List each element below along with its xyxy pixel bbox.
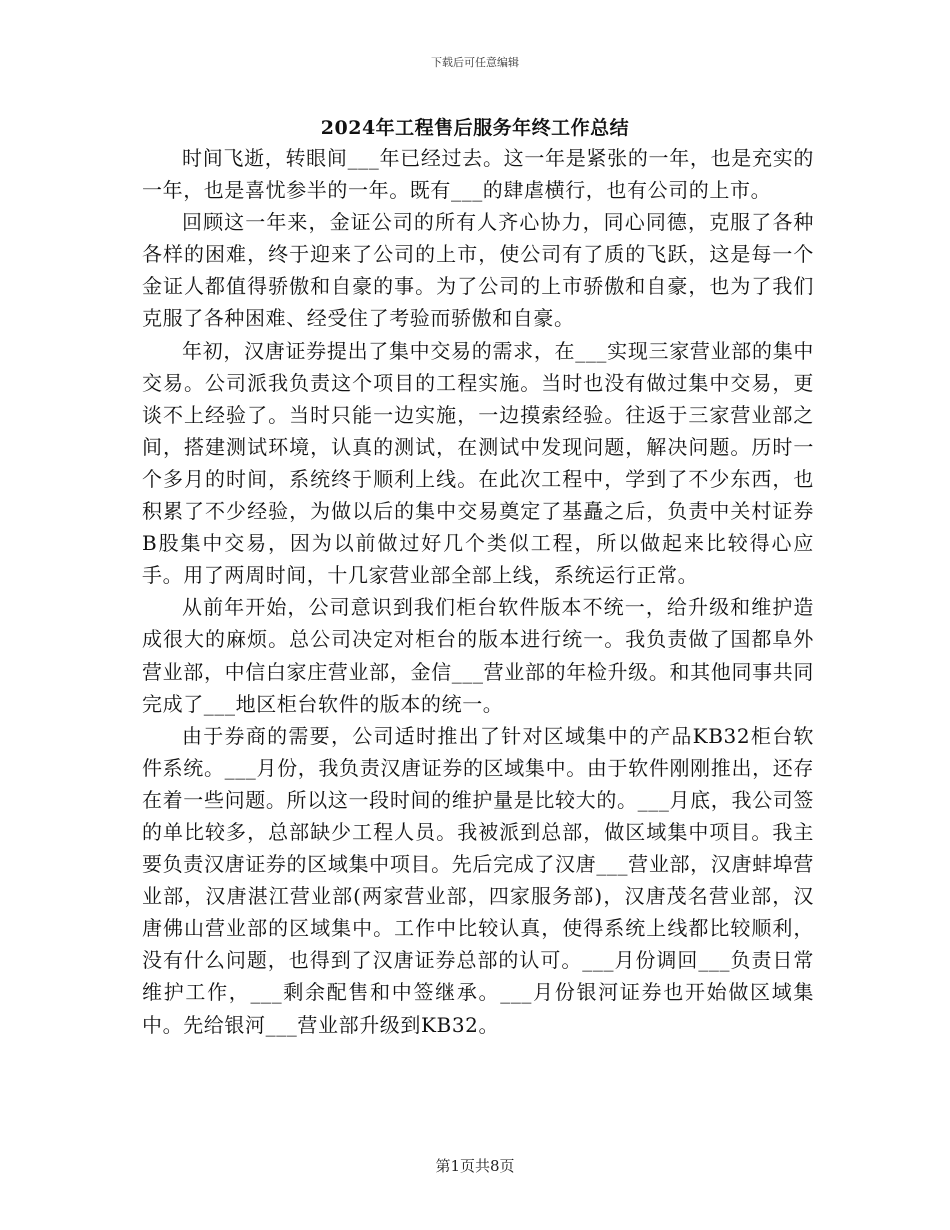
paragraph-centralized-trading: 年初，汉唐证券提出了集中交易的需求，在___实现三家营业部的集中交易。公司派我负责这个项目的工程实施。当时也没有做过集中交易，更谈不上经验了。当时只能一边实施，一边摸索经验。往返于三家营业部之间，搭建测试环境，认真的测试，在测试中发现问题，解决问题。历时一个多月的时间，系统终于顺利上线。在此次工程中，学到了不少东西，也积累了不少经验，为做以后的集中交易奠定了基矗之后，负责中关村证券B股集中交易，因为以前做过好几个类似工程，所以做起来比较得心应手。用了两周时间，十几家营业部全部上线，系统运行正常。 (142, 338, 814, 588)
document-body (142, 142, 814, 1041)
page-indicator: 第1页共8页 (435, 1157, 515, 1175)
download-note: 下载后可任意编辑 (431, 56, 519, 69)
paragraph-intro: 时间飞逝，转眼间___年已经过去。这一年是紧张的一年，也是充实的一年，也是喜忧参半的一年。既有___的肆虐横行，也有公司的上市。 (142, 146, 814, 203)
document-title: 2024年工程售后服务年终工作总结 (320, 117, 630, 139)
paragraph-regional-centralization: 由于券商的需要，公司适时推出了针对区域集中的产品KB32柜台软件系统。___月份，我负责汉唐证券的区域集中。由于软件刚刚推出，还存在着一些问题。所以这一段时间的维护量是比较大的。___月底，我公司签的单比较多，总部缺少工程人员。我被派到总部，做区域集中项目。我主要负责汉唐证券的区域集中项目。先后完成了汉唐___营业部，汉唐蚌埠营业部，汉唐湛江营业部(两家营业部，四家服务部)，汉唐茂名营业部，汉唐佛山营业部的区域集中。工作中比较认真，使得系统上线都比较顺利，没有什么问题，也得到了汉唐证券总部的认可。___月份调回___负责日常维护工作，___剩余配售和中签继承。___月份银河证券也开始做区域集中。先给银河___营业部升级到KB32。 (142, 723, 814, 1037)
paragraph-version-unification: 从前年开始，公司意识到我们柜台软件版本不统一，给升级和维护造成很大的麻烦。总公司决定对柜台的版本进行统一。我负责做了国都阜外营业部，中信白家庄营业部，金信___营业部的年检升级。和其他同事共同完成了___地区柜台软件的版本的统一。 (142, 595, 814, 716)
paragraph-review: 回顾这一年来，金证公司的所有人齐心协力，同心同德，克服了各种各样的困难，终于迎来了公司的上市，使公司有了质的飞跃，这是每一个金证人都值得骄傲和自豪的事。为了公司的上市骄傲和自豪，也为了我们克服了各种困难、经受住了考验而骄傲和自豪。 (142, 210, 814, 331)
